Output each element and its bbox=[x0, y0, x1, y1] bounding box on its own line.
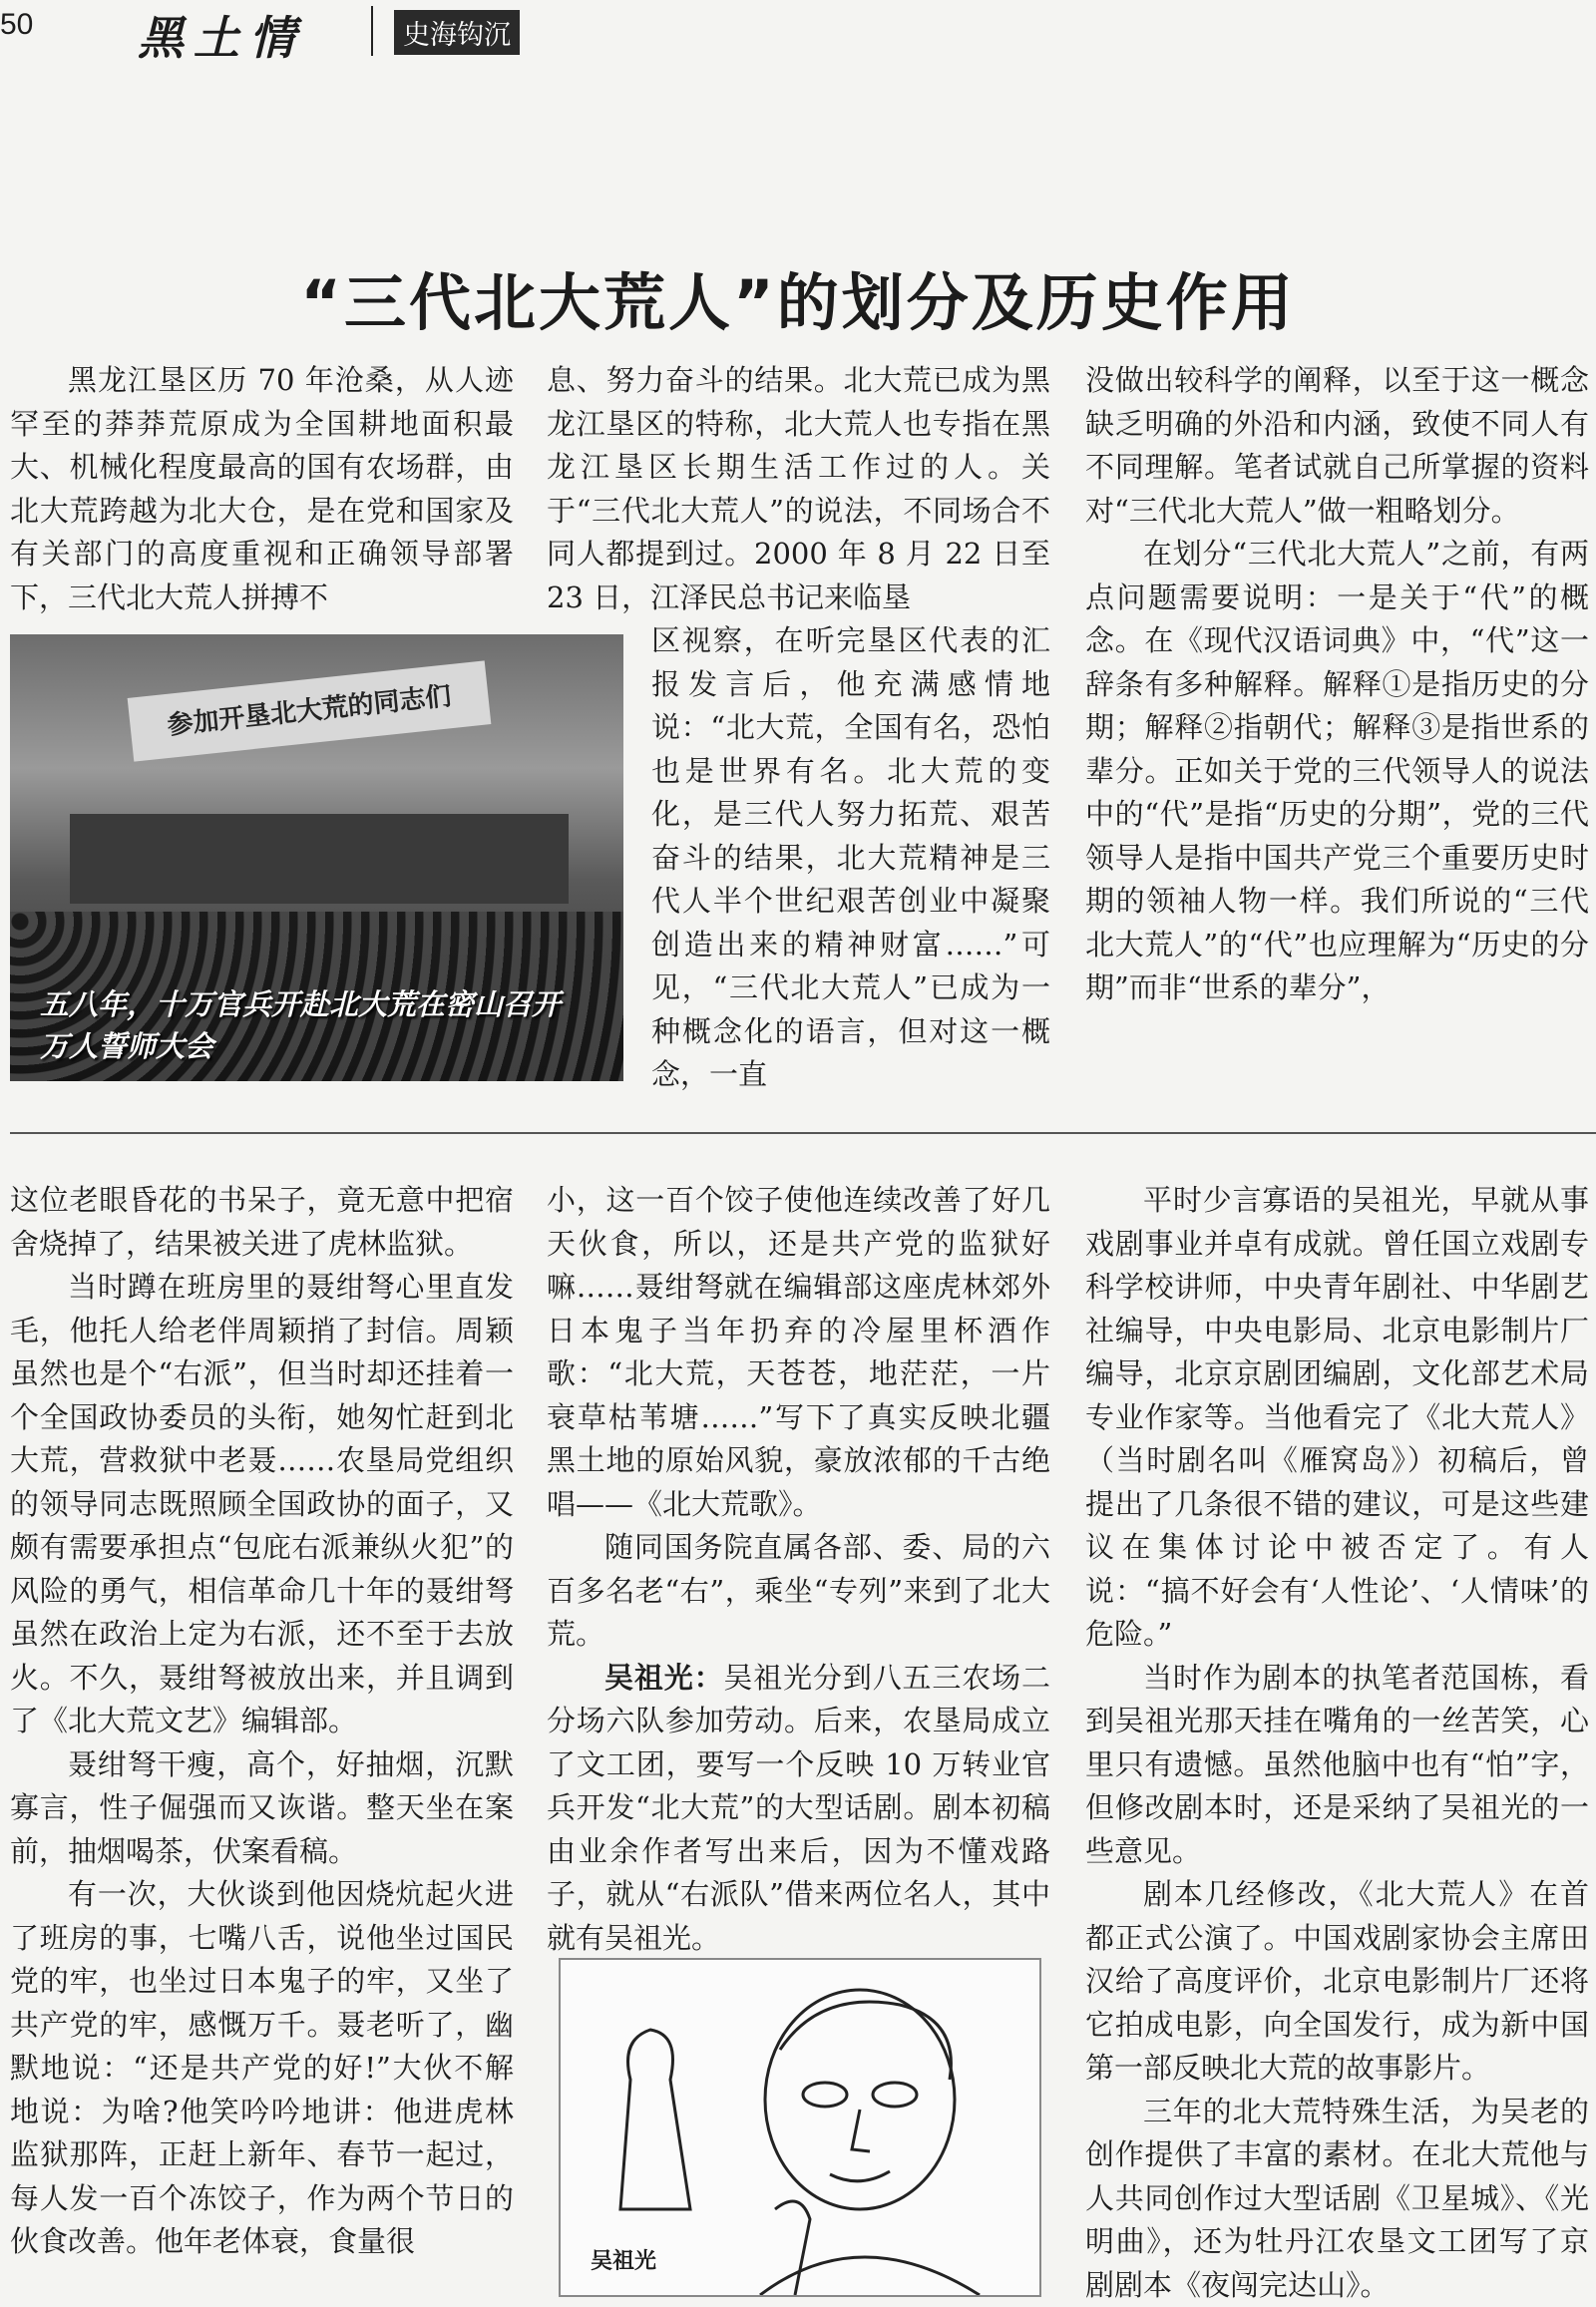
paragraph: 息、努力奋斗的结果。北大荒已成为黑龙江垦区的特称，北大荒人也专指在黑龙江垦区长期生活工作过的人。关于“三代北大荒人”的说法，不同场合不同人都提到过。2000 年 8 月 22 日至 23 日，江泽民总书记来临垦 bbox=[547, 359, 1050, 619]
sketch-head bbox=[765, 1990, 955, 2209]
paragraph: 没做出较科学的阐释，以至于这一概念缺乏明确的外沿和内涵，致使不同人有不同理解。笔者试就自己所掌握的资料对“三代北大荒人”做一粗略划分。 bbox=[1085, 359, 1589, 533]
paragraph bbox=[547, 1657, 1050, 1961]
photo-rally bbox=[10, 634, 623, 1081]
sketch-figure bbox=[620, 2030, 690, 2209]
sketch-nose bbox=[852, 2110, 870, 2151]
sketch-shoulders bbox=[760, 2257, 980, 2295]
masthead: 黑土情 bbox=[138, 2, 305, 68]
name-lead: 吴祖光： bbox=[604, 1661, 723, 1695]
paragraph: 有一次，大伙谈到他因烧炕起火进了班房的事，七嘴八舌，说他坐过国民党的牢，也坐过日本鬼子的牢，又坐了共产党的牢，感慨万千。聂老听了，幽默地说：“还是共产党的好!”大伙不解地说：为啥?他笑吟吟地讲：他进虎林监狱那阵，正赶上新年、春节一起过，每人发一百个冻饺子，作为两个节日的伙食改善。他年老体衰，食量很 bbox=[10, 1873, 514, 2264]
paragraph: 在划分“三代北大荒人”之前，有两点问题需要说明：一是关于“代”的概念。在《现代汉语词典》中，“代”这一辞条有多种解释。解释①是指历史的分期；解释②指朝代；解释③是指世系的辈分。正如关于党的三代领导人的说法中的“代”是指“历史的分期”，党的三代领导人是指中国共产党三个重要历史时期的领袖人物一样。我们所说的“三代北大荒人”的“代”也应理解为“历史的分期”而非“世系的辈分”， bbox=[1085, 533, 1589, 1010]
paragraph: 小，这一百个饺子使他连续改善了好几天伙食，所以，还是共产党的监狱好嘛……聂绀弩就在编辑部这座虎林郊外日本鬼子当年扔弃的冷屋里杯酒作歌：“北大荒，天苍苍，地茫茫，一片衰草枯苇塘……”写下了真实反映北疆黑土地的原始风貌，豪放浓郁的千古绝唱——《北大荒歌》。 bbox=[547, 1179, 1050, 1526]
photo-caption-line: 五八年，十万官兵开赴北大荒在密山召开 bbox=[40, 983, 561, 1025]
paragraph: 这位老眼昏花的书呆子，竟无意中把宿舍烧掉了，结果被关进了虎林监狱。 bbox=[10, 1179, 514, 1266]
section-tag: 史海钩沉 bbox=[394, 10, 520, 55]
sketch-caption: 吴祖光 bbox=[591, 2244, 656, 2275]
article-column-1 bbox=[10, 359, 514, 619]
article-column-3 bbox=[1085, 359, 1589, 1010]
article-column-2-wrap bbox=[651, 619, 1050, 1097]
paragraph: 三年的北大荒特殊生活，为吴老的创作提供了丰富的素材。在北大荒他与人共同创作过大型话剧《卫星城》、《光明曲》，还为牡丹江农垦文工团写了京剧剧本《夜闯完达山》。 bbox=[1085, 2091, 1589, 2307]
section-divider bbox=[10, 1132, 1596, 1134]
paragraph: 随同国务院直属各部、委、局的六百多名老“右”，乘坐“专列”来到了北大荒。 bbox=[547, 1526, 1050, 1657]
photo-caption bbox=[40, 983, 561, 1067]
photo-stage bbox=[70, 814, 569, 904]
paragraph: 平时少言寡语的吴祖光，早就从事戏剧事业并卓有成就。曾任国立戏剧专科学校讲师，中央青年剧社、中华剧艺社编导，中央电影局、北京电影制片厂编导，北京京剧团编剧，文化部艺术局专业作家等。当他看完了《北大荒人》（当时剧名叫《雁窝岛》）初稿后，曾提出了几条很不错的建议，可是这些建议在集体讨论中被否定了。有人说：“搞不好会有‘人性论’、‘人情味’的危险。” bbox=[1085, 1179, 1589, 1657]
story-column-3 bbox=[1085, 1179, 1589, 2307]
paragraph: 黑龙江垦区历 70 年沧桑，从人迹罕至的莽莽荒原成为全国耕地面积最大、机械化程度最高的国有农场群，由北大荒跨越为北大仓，是在党和国家及有关部门的高度重视和正确领导部署下，三代北大荒人拼搏不 bbox=[10, 359, 514, 619]
paragraph: 剧本几经修改，《北大荒人》在首都正式公演了。中国戏剧家协会主席田汉给了高度评价，北京电影制片厂还将它拍成电影，向全国发行，成为新中国第一部反映北大荒的故事影片。 bbox=[1085, 1873, 1589, 2091]
story-column-2 bbox=[547, 1179, 1050, 1960]
page-number: 50 bbox=[0, 8, 33, 42]
masthead-divider bbox=[371, 6, 373, 56]
story-column-1 bbox=[10, 1179, 514, 2264]
sketch-mouth bbox=[830, 2171, 890, 2181]
sketch-eye-right bbox=[873, 2083, 917, 2107]
sketch-hair bbox=[780, 2002, 951, 2080]
paragraph: 当时蹲在班房里的聂绀弩心里直发毛，他托人给老伴周颖捎了封信。周颖虽然也是个“右派”，但当时却还挂着一个全国政协委员的头衔，她匆忙赶到北大荒，营救狱中老聂……农垦局党组织的领导同志既照顾全国政协的面子，又颇有需要承担点“包庇右派兼纵火犯”的风险的勇气，相信革命几十年的聂绀弩虽然在政治上定为右派，还不至于去放火。不久，聂绀弩被放出来，并且调到了《北大荒文艺》编辑部。 bbox=[10, 1266, 514, 1743]
paragraph: 聂绀弩干瘦，高个，好抽烟，沉默寡言，性子倔强而又诙谐。整天坐在案前，抽烟喝茶，伏案看稿。 bbox=[10, 1743, 514, 1874]
sketch-eye-left bbox=[803, 2083, 847, 2107]
photo-caption-line: 万人誓师大会 bbox=[40, 1025, 561, 1067]
portrait-sketch bbox=[559, 1958, 1041, 2297]
article-column-2 bbox=[547, 359, 1050, 619]
photo-banner: 参加开垦北大荒的同志们 bbox=[128, 660, 492, 761]
article-title: “三代北大荒人”的划分及历史作用 bbox=[0, 253, 1596, 342]
paragraph: 当时作为剧本的执笔者范国栋，看到吴祖光那天挂在嘴角的一丝苦笑，心里只有遗憾。虽然他脑中也有“怕”字，但修改剧本时，还是采纳了吴祖光的一些意见。 bbox=[1085, 1657, 1589, 1874]
paragraph-body: 吴祖光分到八五三农场二分场六队参加劳动。后来，农垦局成立了文工团，要写一个反映 10 万转业官兵开发“北大荒”的大型话剧。剧本初稿由业余作者写出来后，因为不懂戏路子，就从“右派队”借来两位名人，其中就有吴祖光。 bbox=[547, 1661, 1050, 1955]
paragraph: 区视察，在听完垦区代表的汇报发言后，他充满感情地说：“北大荒，全国有名，恐怕也是世界有名。北大荒的变化，是三代人努力拓荒、艰苦奋斗的结果，北大荒精神是三代人半个世纪艰苦创业中凝聚创造出来的精神财富……”可见，“三代北大荒人”已成为一种概念化的语言，但对这一概念，一直 bbox=[651, 619, 1050, 1097]
